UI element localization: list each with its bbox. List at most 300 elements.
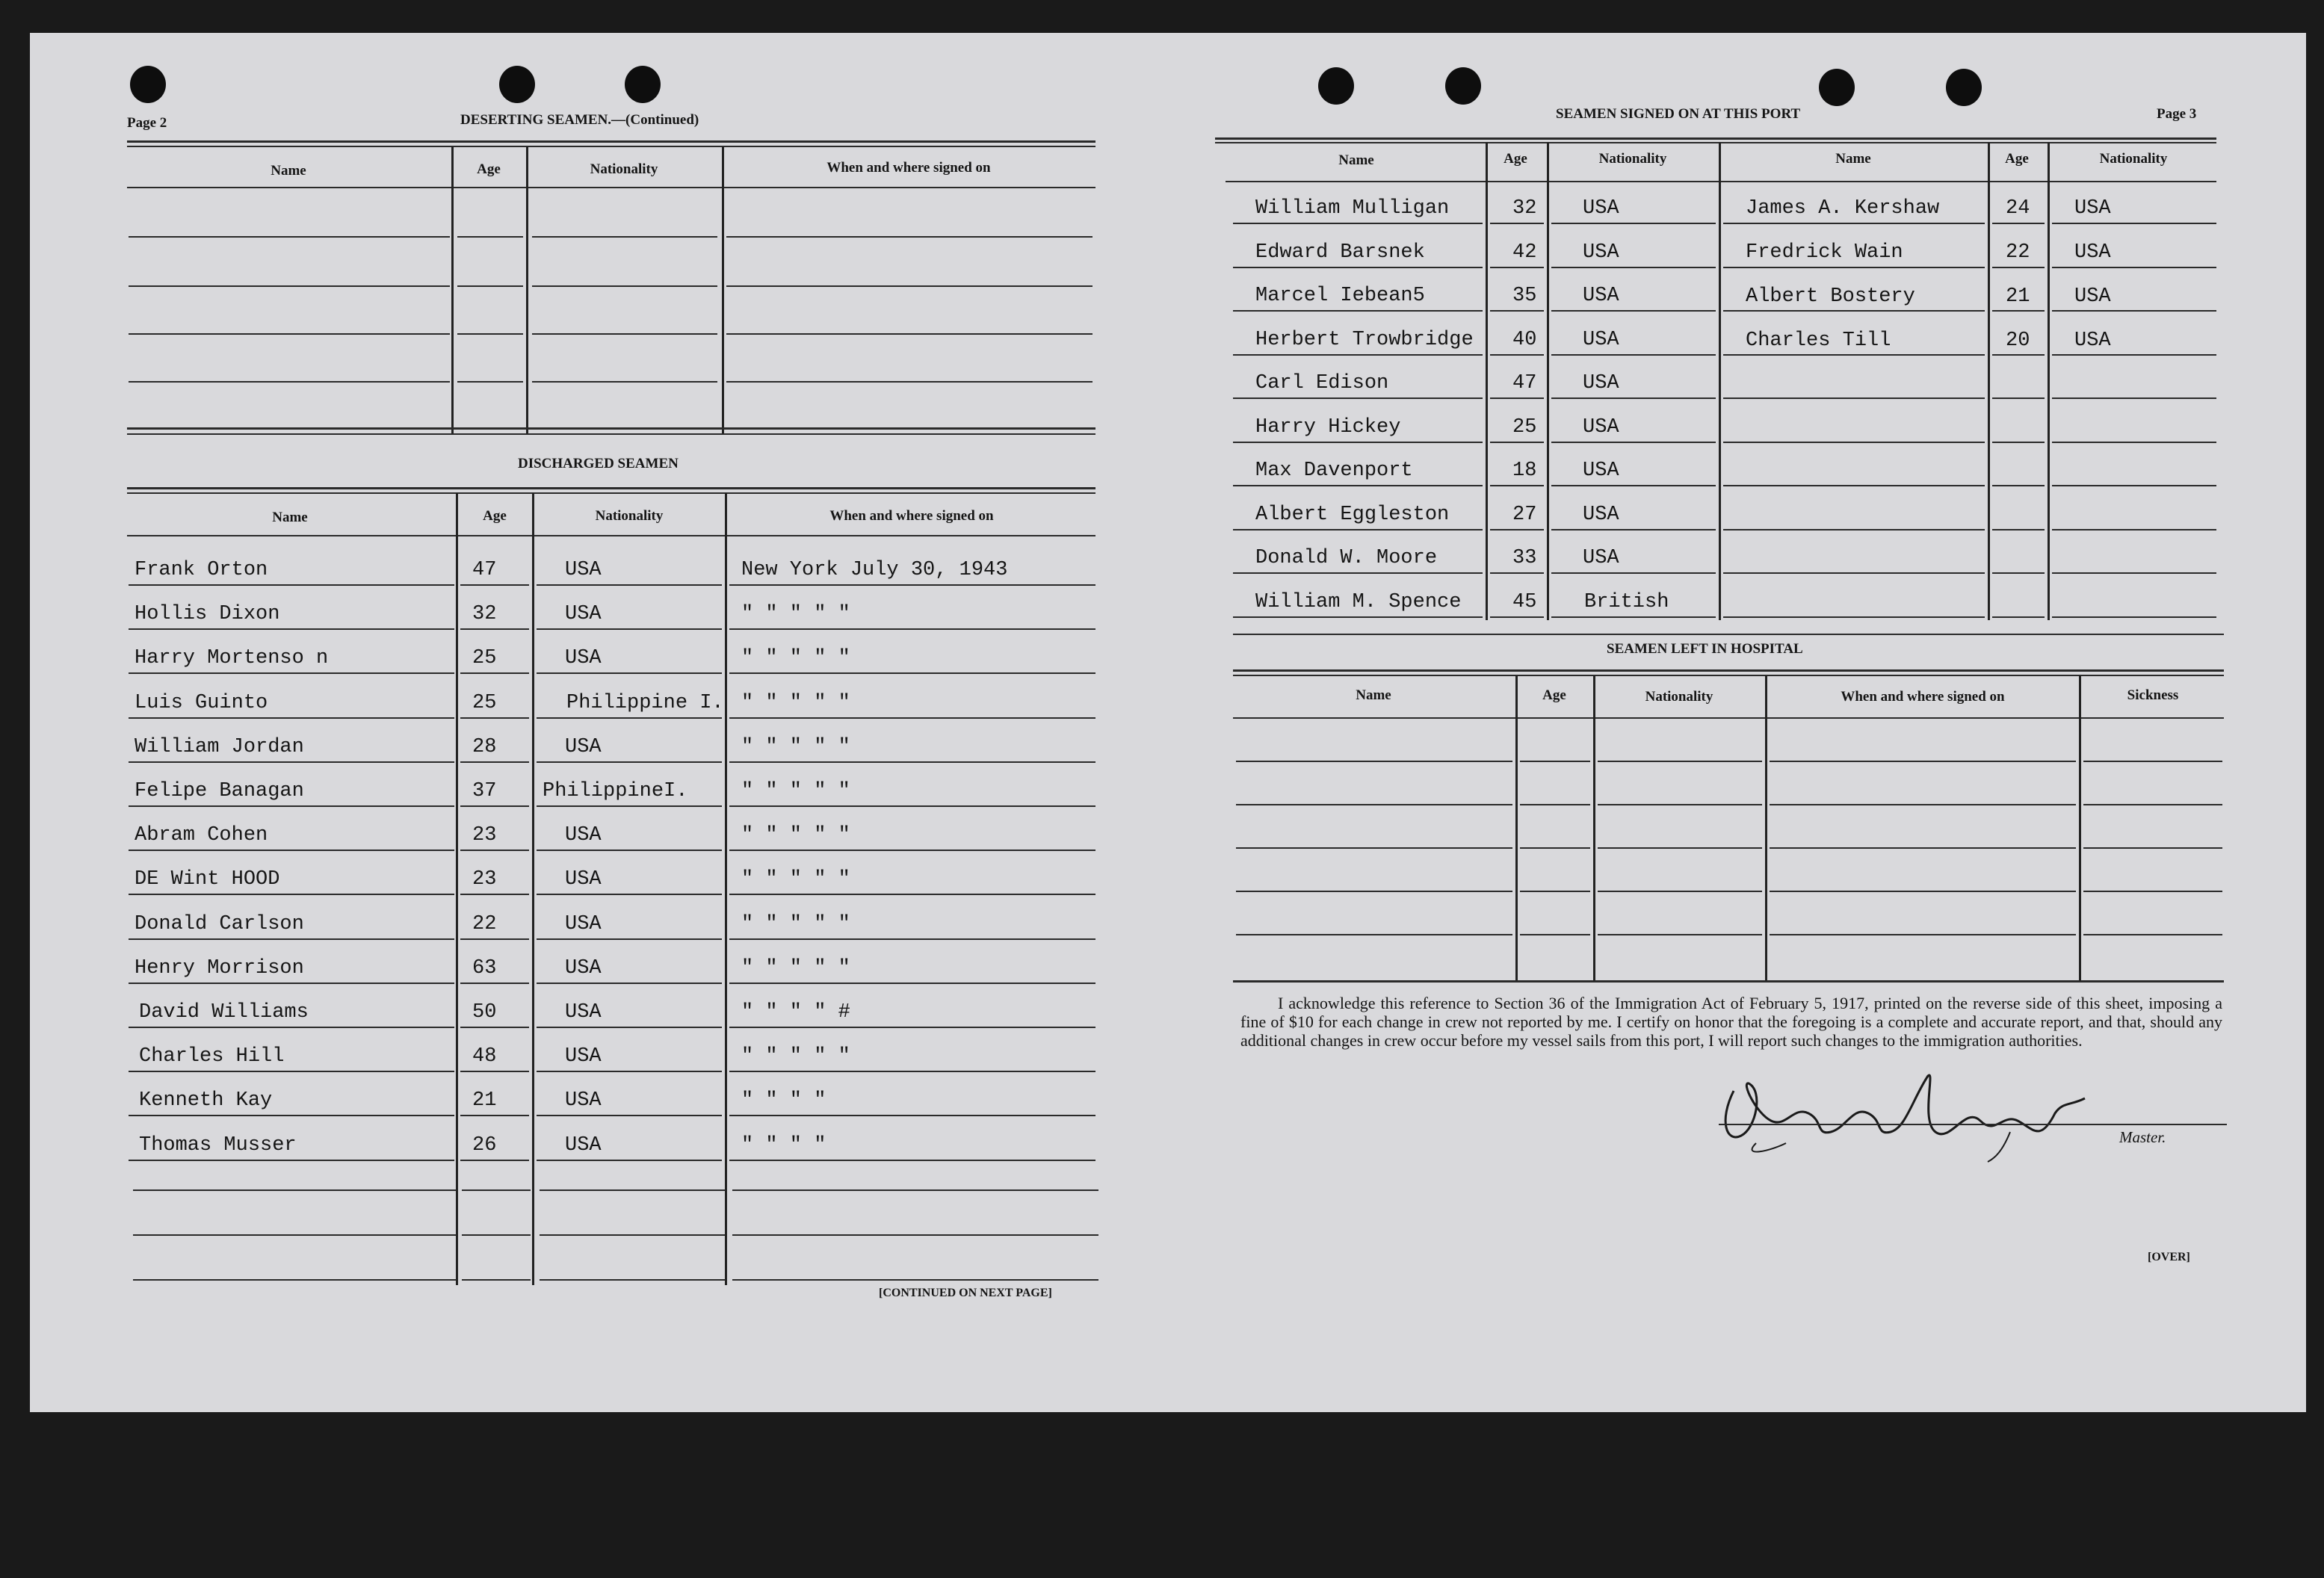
row-line xyxy=(729,672,1095,674)
col-header-age: Age xyxy=(477,161,501,177)
seaman-nationality: USA xyxy=(1583,460,1619,482)
row-line xyxy=(460,938,529,940)
row-line xyxy=(1770,891,2076,892)
row-line xyxy=(1723,267,1985,268)
hospital-title: SEAMEN LEFT IN HOSPITAL xyxy=(1607,641,1803,657)
row-line xyxy=(537,894,722,895)
row-line xyxy=(460,1115,529,1116)
divider xyxy=(1233,669,2224,672)
row-line xyxy=(726,236,1093,238)
seaman-age: 37 xyxy=(472,780,497,802)
row-line xyxy=(537,1115,722,1116)
signature-line xyxy=(1719,1124,2227,1125)
row-line xyxy=(1520,934,1590,935)
table-divider xyxy=(2079,675,2081,982)
col-header-signed-on: When and where signed on xyxy=(1841,689,2005,705)
row-line xyxy=(1723,616,1985,618)
row-line xyxy=(1551,485,1716,486)
seaman-name: Luis Guinto xyxy=(135,692,268,714)
row-line xyxy=(729,584,1095,586)
seaman-age: 32 xyxy=(472,603,497,625)
acknowledgement-text: I acknowledge this reference to Section 36 of the Immigration Act of February 5, 1917, printed on the reverse side of this sheet, imposing a fine of $10 for each change in crew not reported by me. I certify on honor that the foregoing is a complete and accurate report, and that, should any additional changes in crew occur before my vessel sails from this port, I will report such changes to the immigration authorities. xyxy=(1240,994,2222,1050)
table-divider xyxy=(532,493,534,1285)
seaman-nationality: USA xyxy=(565,647,602,669)
seaman-age: 45 xyxy=(1512,591,1537,613)
row-line xyxy=(1233,572,1483,574)
seaman-name: Thomas Musser xyxy=(139,1134,297,1157)
table-divider xyxy=(1765,675,1767,982)
seaman-nationality: USA xyxy=(2074,197,2111,220)
row-line xyxy=(129,761,454,763)
seaman-age: 23 xyxy=(472,868,497,891)
row-line xyxy=(1551,529,1716,530)
row-line xyxy=(460,672,529,674)
punch-hole xyxy=(130,66,166,103)
row-line xyxy=(1490,485,1544,486)
row-line xyxy=(1236,847,1512,849)
seaman-signed-on: " " " " " xyxy=(741,647,850,669)
col-header-age: Age xyxy=(1504,151,1527,167)
punch-hole xyxy=(1445,67,1481,105)
row-line xyxy=(2083,804,2222,805)
seaman-nationality: USA xyxy=(1583,241,1619,264)
seaman-nationality: USA xyxy=(565,1045,602,1068)
seaman-nationality: USA xyxy=(565,1134,602,1157)
seaman-nationality: USA xyxy=(1583,197,1619,220)
seaman-name: Marcel Iebean5 xyxy=(1255,285,1425,307)
row-line xyxy=(2052,267,2216,268)
seaman-signed-on: " " " " " xyxy=(741,913,850,935)
punch-hole xyxy=(499,66,535,103)
row-line xyxy=(1551,616,1716,618)
seaman-age: 47 xyxy=(472,559,497,581)
seaman-nationality: USA xyxy=(565,603,602,625)
row-line xyxy=(1490,529,1544,530)
row-line xyxy=(1992,310,2045,312)
seaman-name: Frank Orton xyxy=(135,559,268,581)
row-line xyxy=(537,584,722,586)
row-line xyxy=(729,983,1095,984)
row-line xyxy=(1236,891,1512,892)
seaman-name: Herbert Trowbridge xyxy=(1255,329,1474,351)
row-line xyxy=(1520,804,1590,805)
row-line xyxy=(1723,442,1985,443)
row-line xyxy=(1520,847,1590,849)
row-line xyxy=(540,1189,725,1191)
row-line xyxy=(729,1115,1095,1116)
row-line xyxy=(537,717,722,719)
row-line xyxy=(1598,934,1762,935)
row-line xyxy=(1992,572,2045,574)
seaman-age: 48 xyxy=(472,1045,497,1068)
row-line xyxy=(729,1071,1095,1072)
col-header-nationality-2: Nationality xyxy=(2099,151,2168,167)
row-line xyxy=(462,1189,531,1191)
row-line xyxy=(2083,847,2222,849)
row-line xyxy=(457,333,523,335)
col-header-nationality: Nationality xyxy=(1598,151,1667,167)
row-line xyxy=(729,761,1095,763)
row-line xyxy=(1770,761,2076,762)
table-divider xyxy=(722,146,724,433)
seaman-age: 35 xyxy=(1512,285,1537,307)
seaman-signed-on: " " " " xyxy=(741,1089,826,1112)
seaman-signed-on: New York July 30, 1943 xyxy=(741,559,1008,581)
seaman-name: Kenneth Kay xyxy=(139,1089,273,1112)
row-line xyxy=(129,381,450,383)
row-line xyxy=(1233,267,1483,268)
row-line xyxy=(2052,310,2216,312)
row-line xyxy=(1598,847,1762,849)
row-line xyxy=(540,1234,725,1236)
row-line xyxy=(1520,761,1590,762)
table-divider xyxy=(451,146,454,433)
seaman-nationality: PhilippineI. xyxy=(543,780,688,802)
divider xyxy=(1215,137,2216,140)
continued-note: [CONTINUED ON NEXT PAGE] xyxy=(879,1287,1052,1299)
divider xyxy=(127,427,1095,430)
row-line xyxy=(460,761,529,763)
col-header-age-2: Age xyxy=(2005,151,2029,167)
row-line xyxy=(2052,485,2216,486)
discharged-title: DISCHARGED SEAMEN xyxy=(518,456,679,471)
seaman-name: Hollis Dixon xyxy=(135,603,280,625)
row-line xyxy=(129,1160,454,1161)
table-divider xyxy=(1988,142,1990,620)
divider xyxy=(127,433,1095,435)
seaman-age: 21 xyxy=(472,1089,497,1112)
row-line xyxy=(732,1189,1098,1191)
seaman-age: 25 xyxy=(1512,416,1537,439)
seaman-signed-on: " " " " " xyxy=(741,736,850,758)
col-header-name: Name xyxy=(271,163,306,179)
row-line xyxy=(732,1279,1098,1281)
row-line xyxy=(729,938,1095,940)
deserting-title: DESERTING SEAMEN.—(Continued) xyxy=(460,112,699,128)
divider xyxy=(1215,142,2216,143)
divider xyxy=(1233,980,2224,983)
seaman-name: Harry Hickey xyxy=(1255,416,1401,439)
row-line xyxy=(729,1160,1095,1161)
divider xyxy=(127,492,1095,494)
seaman-name: Charles Till xyxy=(1746,329,1891,352)
row-line xyxy=(129,1071,454,1072)
row-line xyxy=(2083,891,2222,892)
row-line xyxy=(1520,891,1590,892)
row-line xyxy=(1551,442,1716,443)
col-header-name: Name xyxy=(272,510,308,525)
row-line xyxy=(537,1160,722,1161)
row-line xyxy=(129,894,454,895)
row-line xyxy=(1723,397,1985,399)
row-line xyxy=(129,672,454,674)
row-line xyxy=(1233,354,1483,356)
divider xyxy=(127,535,1095,536)
row-line xyxy=(129,805,454,807)
seaman-nationality: USA xyxy=(2074,241,2111,264)
row-line xyxy=(460,850,529,851)
row-line xyxy=(1598,761,1762,762)
row-line xyxy=(1490,310,1544,312)
row-line xyxy=(1490,267,1544,268)
divider xyxy=(127,140,1095,143)
seaman-name: Albert Eggleston xyxy=(1255,504,1450,526)
seaman-nationality: USA xyxy=(1583,329,1619,351)
seaman-name: Edward Barsnek xyxy=(1255,241,1425,264)
page-number-right: Page 3 xyxy=(2157,106,2197,122)
seaman-age: 22 xyxy=(472,913,497,935)
row-line xyxy=(729,628,1095,630)
divider xyxy=(1233,717,2224,719)
seaman-age: 18 xyxy=(1512,460,1537,482)
col-header-sickness: Sickness xyxy=(2127,687,2179,703)
row-line xyxy=(460,1027,529,1028)
row-line xyxy=(726,285,1093,287)
seaman-name: David Williams xyxy=(139,1001,309,1024)
row-line xyxy=(1233,616,1483,618)
row-line xyxy=(460,983,529,984)
seaman-age: 22 xyxy=(2006,241,2030,264)
col-header-signed-on: When and where signed on xyxy=(826,160,991,176)
row-line xyxy=(462,1279,531,1281)
seaman-name: Felipe Banagan xyxy=(135,780,304,802)
row-line xyxy=(1490,397,1544,399)
row-line xyxy=(1490,572,1544,574)
divider xyxy=(1233,634,2224,635)
row-line xyxy=(2052,572,2216,574)
row-line xyxy=(1992,442,2045,443)
row-line xyxy=(1770,934,2076,935)
row-line xyxy=(1236,934,1512,935)
row-line xyxy=(729,717,1095,719)
row-line xyxy=(460,1160,529,1161)
seaman-nationality: USA xyxy=(565,824,602,847)
row-line xyxy=(129,584,454,586)
divider xyxy=(127,187,1095,188)
divider xyxy=(127,146,1095,147)
row-line xyxy=(1236,761,1512,762)
row-line xyxy=(1992,354,2045,356)
seaman-signed-on: " " " " " xyxy=(741,692,850,714)
seaman-age: 50 xyxy=(472,1001,497,1024)
row-line xyxy=(1723,223,1985,224)
seaman-signed-on: " " " " " xyxy=(741,780,850,802)
row-line xyxy=(457,285,523,287)
seaman-nationality: British xyxy=(1584,591,1669,613)
master-signature xyxy=(1711,1061,2100,1166)
row-line xyxy=(460,628,529,630)
row-line xyxy=(537,628,722,630)
row-line xyxy=(1490,616,1544,618)
row-line xyxy=(1233,397,1483,399)
row-line xyxy=(1551,397,1716,399)
seaman-signed-on: " " " " xyxy=(741,1134,826,1157)
row-line xyxy=(732,1234,1098,1236)
row-line xyxy=(129,983,454,984)
row-line xyxy=(537,672,722,674)
row-line xyxy=(457,236,523,238)
row-line xyxy=(1598,804,1762,805)
row-line xyxy=(133,1234,456,1236)
row-line xyxy=(1551,267,1716,268)
row-line xyxy=(532,285,717,287)
row-line xyxy=(532,236,717,238)
seaman-name: William Jordan xyxy=(135,736,304,758)
seaman-age: 40 xyxy=(1512,329,1537,351)
table-divider xyxy=(2048,142,2050,620)
row-line xyxy=(1992,267,2045,268)
row-line xyxy=(457,381,523,383)
row-line xyxy=(1992,616,2045,618)
divider xyxy=(1233,675,2224,676)
seaman-nationality: USA xyxy=(2074,285,2111,308)
table-divider xyxy=(1547,142,1549,620)
row-line xyxy=(537,1027,722,1028)
seaman-age: 20 xyxy=(2006,329,2030,352)
row-line xyxy=(460,584,529,586)
row-line xyxy=(537,805,722,807)
row-line xyxy=(1992,223,2045,224)
seaman-nationality: Philippine I. xyxy=(566,692,724,714)
row-line xyxy=(129,236,450,238)
row-line xyxy=(729,894,1095,895)
seaman-name: Henry Morrison xyxy=(135,957,304,980)
row-line xyxy=(1490,223,1544,224)
seaman-age: 26 xyxy=(472,1134,497,1157)
seaman-signed-on: " " " " " xyxy=(741,603,850,625)
seaman-nationality: USA xyxy=(565,736,602,758)
over-label: [OVER] xyxy=(2148,1251,2190,1263)
seaman-nationality: USA xyxy=(2074,329,2111,352)
row-line xyxy=(2052,354,2216,356)
seaman-age: 25 xyxy=(472,647,497,669)
table-divider xyxy=(1593,675,1595,982)
row-line xyxy=(460,805,529,807)
punch-hole xyxy=(1946,69,1982,106)
seaman-name: Harry Mortenso n xyxy=(135,647,329,669)
seaman-nationality: USA xyxy=(565,868,602,891)
table-divider xyxy=(1719,142,1721,620)
row-line xyxy=(1723,572,1985,574)
row-line xyxy=(1233,485,1483,486)
row-line xyxy=(1490,442,1544,443)
divider xyxy=(1226,181,2216,182)
row-line xyxy=(2083,934,2222,935)
seaman-name: Abram Cohen xyxy=(135,824,268,847)
signed-on-title: SEAMEN SIGNED ON AT THIS PORT xyxy=(1556,106,1801,122)
seaman-name: James A. Kershaw xyxy=(1746,197,1940,220)
seaman-signed-on: " " " " " xyxy=(741,957,850,980)
seaman-signed-on: " " " " # xyxy=(741,1001,850,1024)
row-line xyxy=(2052,616,2216,618)
seaman-age: 21 xyxy=(2006,285,2030,308)
table-divider xyxy=(526,146,528,433)
row-line xyxy=(1992,529,2045,530)
row-line xyxy=(532,381,717,383)
row-line xyxy=(1551,310,1716,312)
row-line xyxy=(1723,485,1985,486)
col-header-nationality: Nationality xyxy=(1645,689,1713,705)
row-line xyxy=(460,1071,529,1072)
row-line xyxy=(2083,761,2222,762)
row-line xyxy=(537,938,722,940)
row-line xyxy=(537,1071,722,1072)
row-line xyxy=(2052,397,2216,399)
seaman-nationality: USA xyxy=(1583,372,1619,394)
col-header-age: Age xyxy=(483,508,507,524)
row-line xyxy=(129,285,450,287)
row-line xyxy=(2052,223,2216,224)
seaman-name: Donald W. Moore xyxy=(1255,547,1438,569)
seaman-nationality: USA xyxy=(565,1001,602,1024)
seaman-name: Donald Carlson xyxy=(135,913,304,935)
row-line xyxy=(129,717,454,719)
seaman-age: 63 xyxy=(472,957,497,980)
row-line xyxy=(1233,442,1483,443)
row-line xyxy=(537,983,722,984)
row-line xyxy=(726,381,1093,383)
row-line xyxy=(133,1279,456,1281)
row-line xyxy=(129,628,454,630)
punch-hole xyxy=(625,66,661,103)
row-line xyxy=(1770,847,2076,849)
document-sheet xyxy=(30,33,2306,1412)
seaman-name: Charles Hill xyxy=(139,1045,285,1068)
table-divider xyxy=(456,493,458,1285)
row-line xyxy=(1233,310,1483,312)
col-header-nationality: Nationality xyxy=(595,508,664,524)
row-line xyxy=(532,333,717,335)
row-line xyxy=(129,850,454,851)
row-line xyxy=(1551,572,1716,574)
col-header-nationality: Nationality xyxy=(590,161,658,177)
seaman-nationality: USA xyxy=(1583,504,1619,526)
seaman-age: 24 xyxy=(2006,197,2030,220)
row-line xyxy=(129,1115,454,1116)
table-divider xyxy=(1515,675,1518,982)
seaman-age: 32 xyxy=(1512,197,1537,220)
seaman-age: 33 xyxy=(1512,547,1537,569)
row-line xyxy=(729,850,1095,851)
row-line xyxy=(1551,223,1716,224)
row-line xyxy=(460,717,529,719)
row-line xyxy=(1233,223,1483,224)
row-line xyxy=(537,761,722,763)
row-line xyxy=(2052,529,2216,530)
seaman-nationality: USA xyxy=(565,957,602,980)
col-header-name: Name xyxy=(1356,687,1391,703)
seaman-nationality: USA xyxy=(1583,416,1619,439)
seaman-nationality: USA xyxy=(565,913,602,935)
seaman-age: 47 xyxy=(1512,372,1537,394)
seaman-nationality: USA xyxy=(1583,547,1619,569)
row-line xyxy=(1723,529,1985,530)
row-line xyxy=(462,1234,531,1236)
col-header-name: Name xyxy=(1338,152,1374,168)
master-label: Master. xyxy=(2119,1128,2166,1146)
seaman-name: William Mulligan xyxy=(1255,197,1450,220)
divider xyxy=(127,487,1095,489)
row-line xyxy=(1598,891,1762,892)
row-line xyxy=(726,333,1093,335)
seaman-name: Fredrick Wain xyxy=(1746,241,1903,264)
row-line xyxy=(460,894,529,895)
row-line xyxy=(729,1027,1095,1028)
seaman-name: Max Davenport xyxy=(1255,460,1413,482)
col-header-name-2: Name xyxy=(1835,151,1871,167)
seaman-nationality: USA xyxy=(1583,285,1619,307)
row-line xyxy=(133,1189,456,1191)
